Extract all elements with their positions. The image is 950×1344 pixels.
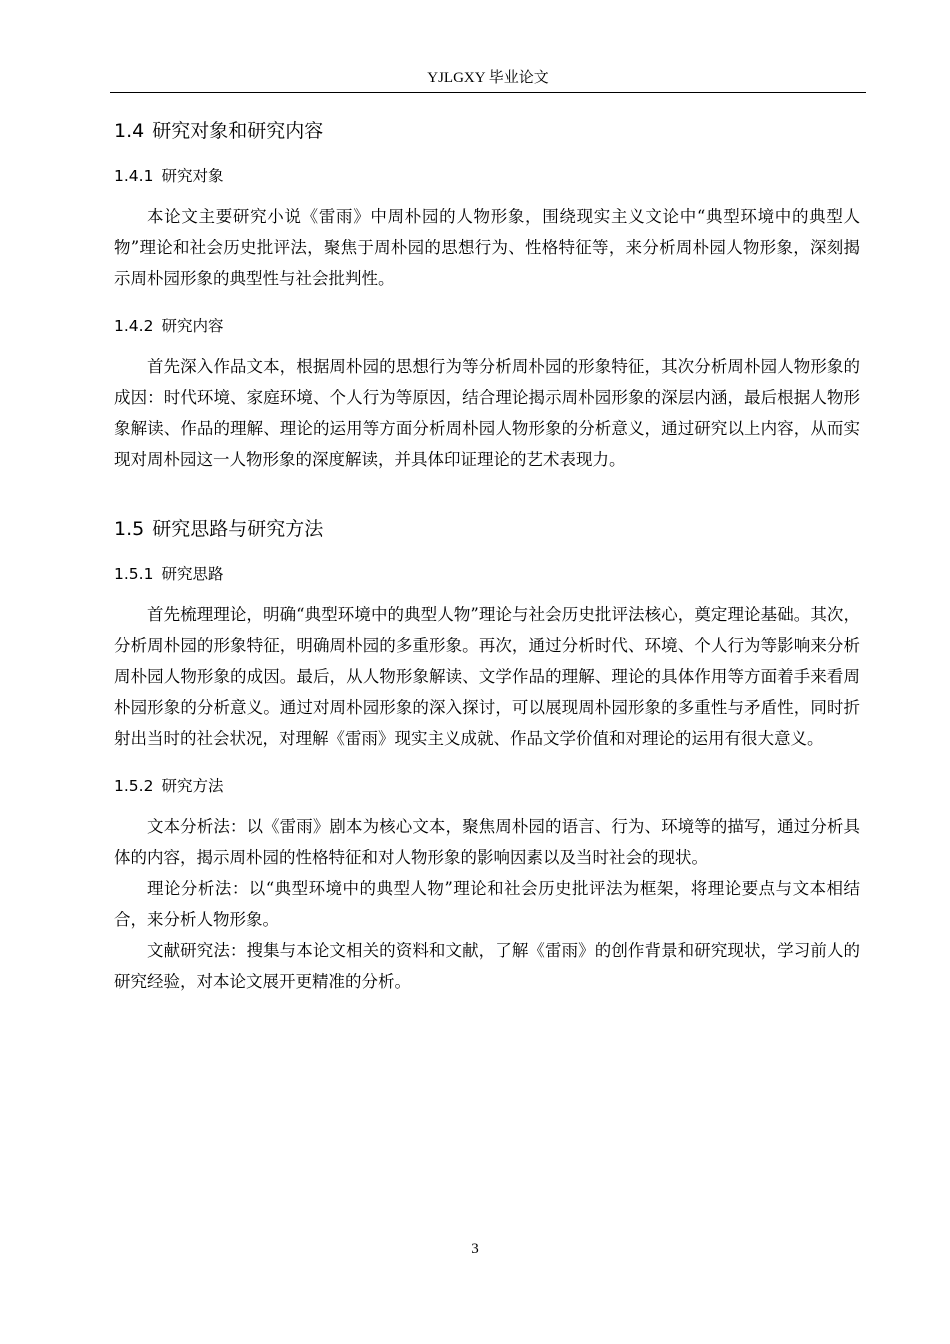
section-number: 1.5: [114, 518, 145, 540]
subsection-heading-1-5-1: [114, 563, 860, 585]
subsection-number: 1.5.1: [114, 565, 154, 583]
subsection-title: 研究思路: [161, 565, 224, 583]
body-paragraph-text-analysis: 文本分析法：以《雷雨》剧本为核心文本，聚焦周朴园的语言、行为、环境等的描写，通过分析具体的内容，揭示周朴园的性格特征和对人物形象的影响因素以及当时社会的现状。: [114, 817, 860, 867]
subsection-number: 1.5.2: [114, 777, 154, 795]
document-body: [114, 106, 860, 997]
subsection-title: 研究方法: [161, 777, 224, 795]
subsection-heading-1-5-2: [114, 775, 860, 797]
page-header: YJLGXY 毕业论文: [110, 68, 866, 93]
body-paragraph: 首先深入作品文本，根据周朴园的思想行为等分析周朴园的形象特征，其次分析周朴园人物形象的成因：时代环境、家庭环境、个人行为等原因，结合理论揭示周朴园形象的深层内涵，最后根据人物形象解读、作品的理解、理论的运用等方面分析周朴园人物形象的分析意义，通过研究以上内容，从而实现对周朴园这一人物形象的深度解读，并具体印证理论的艺术表现力。: [114, 357, 860, 469]
subsection-heading-1-4-2: [114, 315, 860, 337]
subsection-number: 1.4.1: [114, 167, 154, 185]
section-heading-1-5: [114, 516, 860, 542]
subsection-title: 研究对象: [161, 167, 224, 185]
subsection-number: 1.4.2: [114, 317, 154, 335]
section-number: 1.4: [114, 120, 145, 142]
section-title: 研究对象和研究内容: [152, 120, 324, 142]
body-paragraph: 首先梳理理论，明确“典型环境中的典型人物”理论与社会历史批评法核心，奠定理论基础。其次，分析周朴园的形象特征，明确周朴园的多重形象。再次，通过分析时代、环境、个人行为等影响来分析周朴园人物形象的成因。最后，从人物形象解读、文学作品的理解、理论的具体作用等方面着手来看周朴园形象的分析意义。通过对周朴园形象的深入探讨，可以展现周朴园形象的多重性与矛盾性，同时折射出当时的社会状况，对理解《雷雨》现实主义成就、作品文学价值和对理论的运用有很大意义。: [114, 605, 860, 748]
subsection-heading-1-4-1: [114, 165, 860, 187]
body-paragraph: 本论文主要研究小说《雷雨》中周朴园的人物形象，围绕现实主义文论中“典型环境中的典型人物”理论和社会历史批评法，聚焦于周朴园的思想行为、性格特征等，来分析周朴园人物形象，深刻揭示周朴园形象的典型性与社会批判性。: [114, 207, 860, 288]
body-paragraph-literature-research: 文献研究法：搜集与本论文相关的资料和文献，了解《雷雨》的创作背景和研究现状，学习前人的研究经验，对本论文展开更精准的分析。: [114, 941, 860, 991]
subsection-title: 研究内容: [161, 317, 224, 335]
section-heading-1-4: [114, 118, 860, 144]
section-title: 研究思路与研究方法: [152, 518, 324, 540]
page-number: 3: [471, 1241, 479, 1257]
body-paragraph-theory-analysis: 理论分析法：以“典型环境中的典型人物”理论和社会历史批评法为框架，将理论要点与文本相结合，来分析人物形象。: [114, 879, 860, 929]
